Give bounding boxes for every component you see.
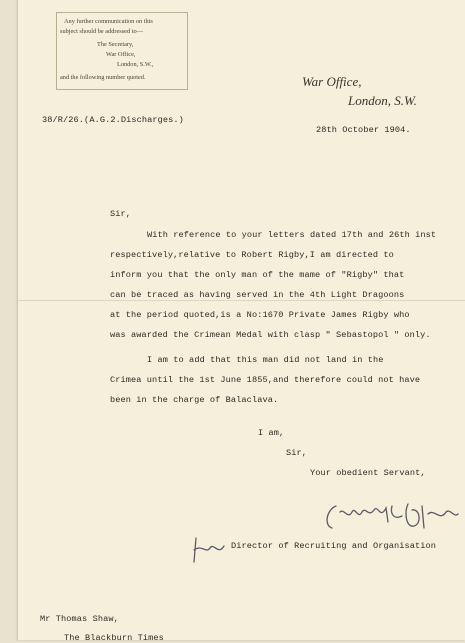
body-line: at the period quoted,is a No:1670 Private James Rigby who [110,310,410,320]
notice-line: subject should be addressed to— [60,28,143,35]
letter-date: 28th October 1904. [316,125,411,135]
signatory-title: Director of Recruiting and Organisation [231,541,437,551]
letterhead-city: London, S.W. [348,93,417,108]
recipient-org: The Blackburn Times [64,633,164,643]
body-line: was awarded the Crimean Medal with clasp " Sebastopol " only. [110,330,431,340]
recipient-name: Mr Thomas Shaw, [40,614,119,624]
body-line: I am to add that this man did not land in the [147,355,384,365]
for-mark-signature [188,532,228,566]
address-notice-box [56,12,188,90]
body-line: With reference to your letters dated 17th and 26th inst [147,230,437,240]
salutation: Sir, [110,209,132,219]
closing-sir: Sir, [286,448,308,458]
body-line: inform you that the only man of the mame of "Rigby" that [110,270,405,280]
body-line: Crimea until the 1st June 1855,and therefore could not have [110,375,421,385]
body-line: respectively,relative to Robert Rigby,I am directed to [110,250,394,260]
notice-line: The Secretary, [97,41,134,48]
notice-line: Any further communication on this [64,18,153,25]
notice-line: London, S.W., [117,61,154,68]
notice-line: and the following number quoted. [60,74,146,81]
paper-fold [18,300,465,301]
body-line: can be traced as having served in the 4th Light Dragoons [110,290,405,300]
reference-number: 38/R/26.(A.G.2.Discharges.) [42,115,184,125]
handwritten-signature [322,498,462,538]
body-line: been in the charge of Balaclava. [110,395,279,405]
closing-i-am: I am, [258,428,285,438]
closing-servant: Your obedient Servant, [310,468,426,478]
letterhead-office: War Office, [302,74,362,89]
notice-line: War Office, [106,51,136,58]
